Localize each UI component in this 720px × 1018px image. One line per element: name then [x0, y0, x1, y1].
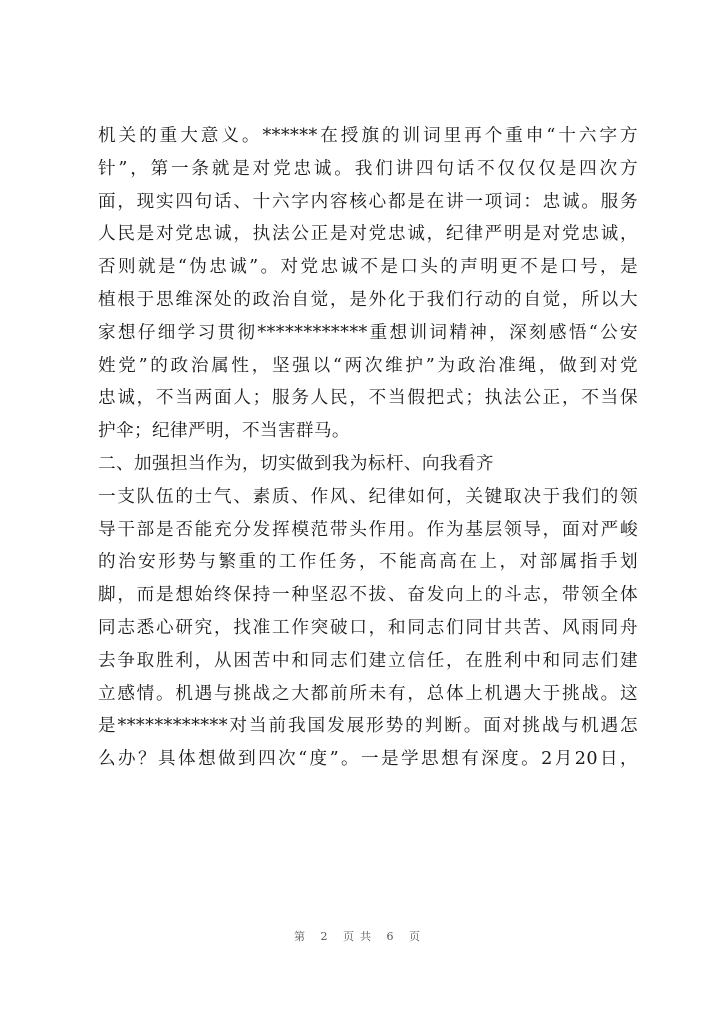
text-line: 面，现实四句话、十六字内容核心都是在讲一项词：忠诚。服务 [98, 191, 638, 212]
text-line: 的治安形势与繁重的工作任务，不能高高在上，对部属指手划 [98, 552, 638, 573]
section-heading: 二、加强担当作为，切实做到我为标杆、向我看齐 [98, 453, 494, 474]
text-line: 护伞；纪律严明，不当害群马。 [98, 421, 350, 442]
text-line: 机关的重大意义。******在授旗的训词里再个重申“十六字方 [98, 126, 638, 146]
page-number-footer: 第 2 页共 6 页 [294, 930, 426, 943]
text-line: 家想仔细学习贯彻************重想训词精神，深刻感悟“公安 [98, 322, 638, 343]
text-line: 去争取胜利，从困苦中和同志们建立信任，在胜利中和同志们建 [98, 650, 638, 671]
text-line: 人民是对党忠诚，执法公正是对党忠诚，纪律严明是对党忠诚， [98, 224, 638, 245]
body-text [98, 120, 638, 776]
text-line: 同志悉心研究，找准工作突破口，和同志们同甘共苦、风雨同舟 [98, 617, 638, 638]
text-line: 导干部是否能充分发挥模范带头作用。作为基层领导，面对严峻 [98, 519, 638, 540]
text-line: 姓党”的政治属性，坚强以“两次维护”为政治准绳，做到对党 [98, 355, 638, 376]
text-line: 么办？具体想做到四次“度”。一是学思想有深度。2月20日， [98, 749, 638, 770]
text-line: 脚，而是想始终保持一种坚忍不拔、奋发向上的斗志，带领全体 [98, 585, 638, 606]
text-line: 否则就是“伪忠诚”。对党忠诚不是口头的声明更不是口号，是 [98, 257, 638, 278]
text-line: 忠诚，不当两面人；服务人民，不当假把式；执法公正，不当保 [98, 388, 638, 409]
text-line: 植根于思维深处的政治自觉，是外化于我们行动的自觉，所以大 [98, 289, 638, 310]
text-line: 立感情。机遇与挑战之大都前所未有，总体上机遇大于挑战。这 [98, 683, 638, 704]
text-line: 针”，第一条就是对党忠诚。我们讲四句话不仅仅仅是四次方 [98, 158, 638, 179]
text-line: 是************对当前我国发展形势的判断。面对挑战与机遇怎 [98, 716, 638, 737]
text-line: 一支队伍的士气、素质、作风、纪律如何，关键取决于我们的领 [98, 486, 638, 507]
